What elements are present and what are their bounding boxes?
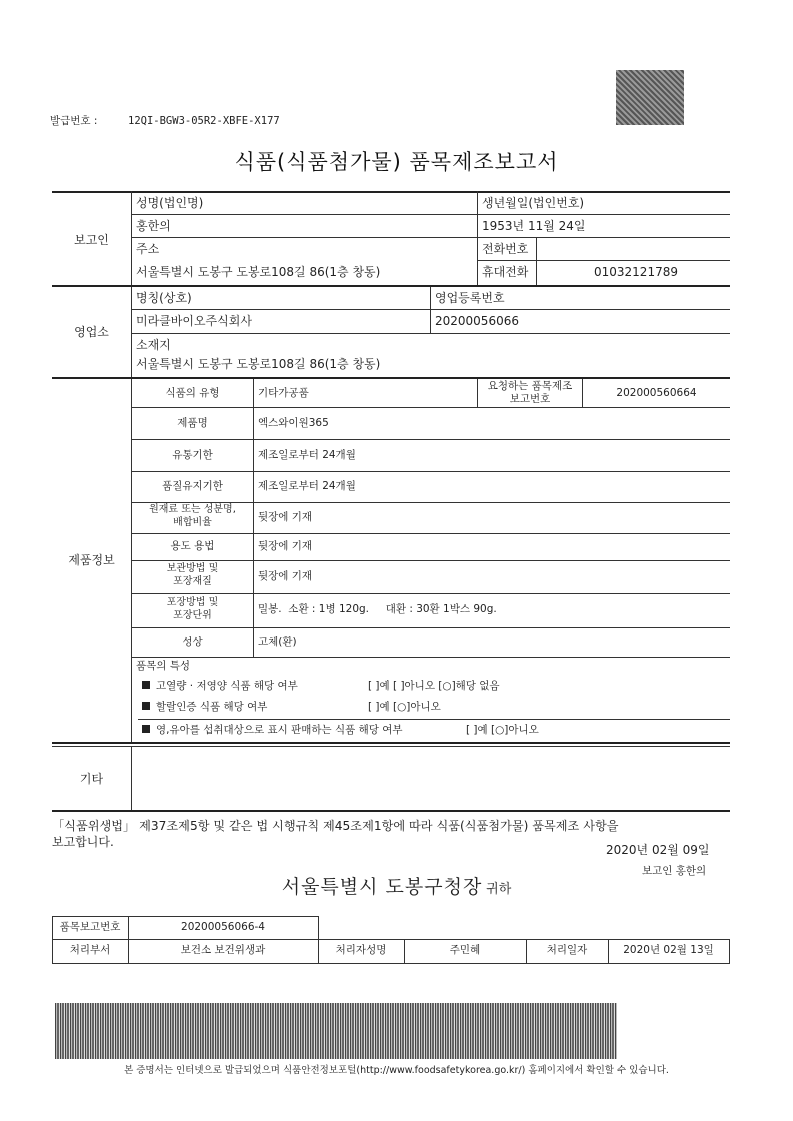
table-top-border: [52, 191, 730, 193]
rule: [132, 333, 730, 334]
storage-label-line1: 보관방법 및: [166, 563, 219, 574]
rule: [132, 533, 730, 534]
rule: [138, 719, 730, 720]
packing-label-line1: 포장방법 및: [166, 597, 219, 608]
rule: [729, 939, 730, 963]
ingredients-label-line1: 원재료 또는 성분명,: [149, 504, 236, 515]
checkbox-square-icon: [142, 702, 150, 710]
usage-label: 용도 용법: [170, 540, 215, 552]
reporter-mobile-label: 휴대전화: [482, 265, 529, 279]
expiry-label: 유통기한: [172, 449, 213, 461]
feature-text: 할랄인증 식품 해당 여부: [156, 701, 268, 713]
processing-date-label: 처리일자: [546, 944, 588, 956]
recipient: 서울특별시 도봉구청장: [281, 876, 483, 898]
business-name: 미라클바이오주식회사: [136, 314, 252, 328]
rule: [52, 963, 730, 964]
rule: [478, 260, 730, 261]
ingredients-label-line2: 배합비율: [173, 517, 212, 528]
processing-date: 2020년 02월 13일: [623, 944, 714, 956]
rule: [132, 593, 730, 594]
product-type: 기타가공품: [258, 387, 309, 399]
product-section-label: 제품정보: [68, 553, 115, 567]
report-no-label: 품목보고번호: [59, 921, 121, 933]
verification-barcode-image: [55, 1003, 617, 1059]
issue-number-label: 발급번호 :: [50, 115, 98, 127]
product-type-label: 식품의 유형: [165, 387, 220, 399]
business-name-label: 명칭(상호): [136, 291, 192, 305]
reporter-section-label: 보고인: [74, 233, 109, 247]
report-no-label-line1: 요청하는 품목제조: [487, 380, 573, 392]
feature-row: [142, 681, 298, 692]
expiry: 제조일로부터 24개월: [258, 449, 356, 461]
dept: 보건소 보건위생과: [180, 944, 266, 956]
business-reg-label: 영업등록번호: [435, 291, 505, 305]
reporter-address: 서울특별시 도봉구 도봉로108길 86(1층 창동): [136, 265, 381, 279]
handler: 주민혜: [449, 944, 481, 956]
form-label: 성상: [182, 636, 203, 648]
feature-options: [ ]예 [ ]아니오 [○]해당 없음: [368, 680, 500, 692]
reporter-name: 홍한의: [136, 219, 171, 233]
rule: [131, 747, 132, 810]
checkbox-square-icon: [142, 681, 150, 689]
report-no-label-line2: 보고번호: [509, 393, 551, 405]
rule: [536, 237, 537, 285]
feature-row: [142, 725, 403, 736]
features-label: 품목의 특성: [136, 660, 191, 672]
issue-number: 12QI-BGW3-05R2-XBFE-X177: [128, 115, 280, 127]
official-seal-image: [616, 70, 684, 125]
other-label: 기타: [79, 772, 104, 786]
item-report-no: 20200056066-4: [181, 921, 265, 933]
rule: [52, 916, 318, 917]
checkbox-square-icon: [142, 725, 150, 733]
quality-period-label: 품질유지기한: [162, 480, 223, 492]
reporter-phone-label: 전화번호: [482, 242, 529, 256]
rule: [52, 742, 730, 744]
rule: [131, 287, 132, 377]
footer-notice: 본 증명서는 인터넷으로 발급되었으며 식품안전정보포털(http://www.foodsafetykorea.go.kr/) 홈페이지에서 확인할 수 있습니다.: [124, 1065, 669, 1076]
business-location-label: 소재지: [136, 338, 171, 352]
rule: [132, 237, 730, 238]
recipient-line: [0, 878, 793, 897]
reporter-address-label: 주소: [136, 242, 160, 256]
rule: [253, 379, 254, 657]
rule: [430, 287, 431, 333]
statement-line2: 보고합니다.: [52, 835, 114, 849]
storage: 뒷장에 기재: [258, 570, 313, 582]
feature-text: 영,유아를 섭취대상으로 표시 판매하는 식품 해당 여부: [156, 724, 403, 736]
rule: [132, 407, 730, 408]
rule: [132, 471, 730, 472]
rule: [132, 214, 730, 215]
rule: [52, 377, 730, 379]
product-name-label: 제품명: [177, 417, 208, 429]
rule: [52, 746, 730, 747]
reporter-birth: 1953년 11월 24일: [482, 219, 586, 233]
form: 고체(환): [258, 636, 297, 648]
rule: [132, 627, 730, 628]
statement-line1: 「식품위생법」 제37조제5항 및 같은 법 시행규칙 제45조제1항에 따라 식품(식품첨가물) 품목제조 사항을: [52, 819, 619, 833]
usage: 뒷장에 기재: [258, 540, 313, 552]
handler-label: 처리자성명: [335, 944, 387, 956]
rule: [132, 560, 730, 561]
reporter-mobile: 01032121789: [594, 265, 678, 279]
document-title: 식품(식품첨가물) 품목제조보고서: [234, 150, 559, 174]
feature-row: [142, 702, 267, 713]
rule: [132, 439, 730, 440]
signer: 보고인 홍한의: [642, 865, 707, 877]
dept-label: 처리부서: [69, 944, 111, 956]
storage-label-line2: 포장재질: [173, 576, 212, 587]
product-name: 엑스와이원365: [258, 417, 329, 429]
quality-period: 제조일로부터 24개월: [258, 480, 356, 492]
reporter-name-label: 성명(법인명): [136, 196, 204, 210]
packing-label-line2: 포장단위: [173, 610, 212, 621]
ingredients: 뒷장에 기재: [258, 511, 313, 523]
feature-text: 고열량 · 저영양 식품 해당 여부: [156, 680, 298, 692]
rule: [477, 191, 478, 285]
rule: [52, 285, 730, 287]
rule: [52, 939, 730, 940]
rule: [318, 916, 319, 963]
requested-report-no: 202000560664: [616, 387, 697, 399]
feature-options: [ ]예 [○]아니오: [466, 724, 539, 736]
rule: [132, 502, 730, 503]
business-reg: 20200056066: [435, 314, 519, 328]
rule: [132, 309, 730, 310]
rule: [131, 191, 132, 285]
packing: 밀봉. 소환 : 1병 120g. 대환 : 30환 1박스 90g.: [258, 603, 497, 615]
business-section-label: 영업소: [74, 325, 109, 339]
reporter-birth-label: 생년월일(법인번호): [482, 196, 585, 210]
feature-options: [ ]예 [○]아니오: [368, 701, 441, 713]
recipient-suffix: 귀하: [486, 882, 512, 897]
rule: [52, 810, 730, 812]
rule: [132, 657, 730, 658]
report-date: 2020년 02월 09일: [606, 843, 710, 857]
business-location: 서울특별시 도봉구 도봉로108길 86(1층 창동): [136, 357, 381, 371]
